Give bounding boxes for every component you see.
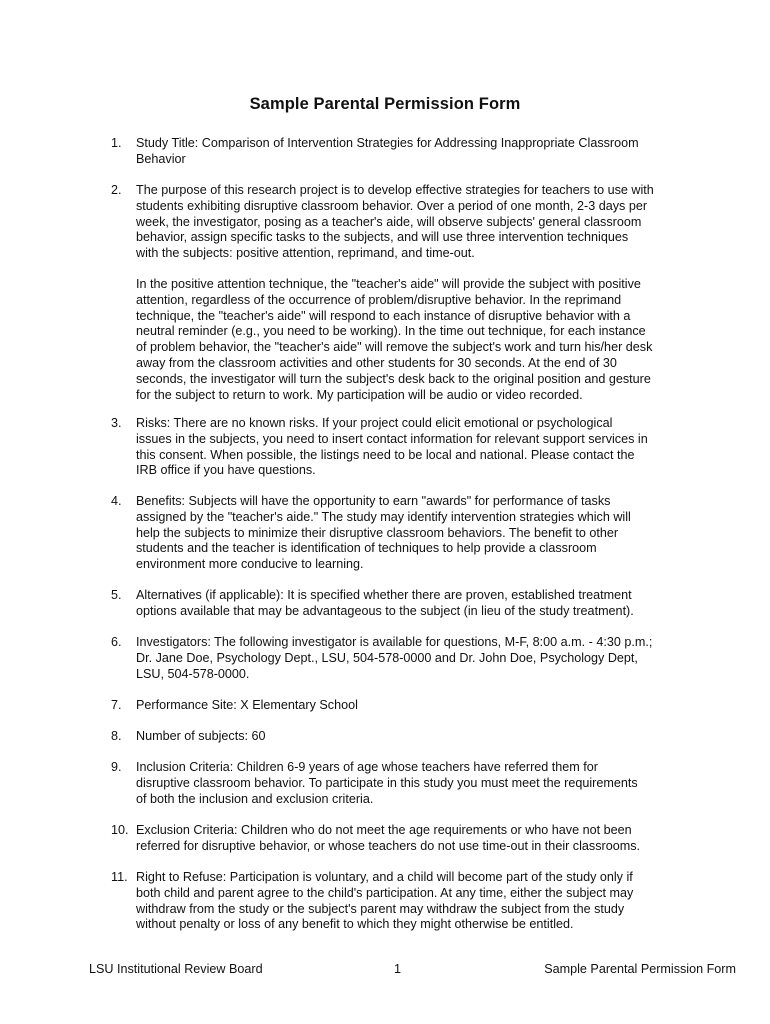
text-line: Number of subjects: 60 — [136, 729, 266, 743]
item-number: 11. — [111, 870, 128, 884]
list-item-7 — [111, 698, 686, 714]
text-line: Inclusion Criteria: Children 6-9 years of age whose teachers have referred them for — [136, 760, 598, 774]
item-text — [136, 823, 686, 855]
list-item-3 — [111, 416, 686, 479]
text-line: Right to Refuse: Participation is voluntary, and a child will become part of the study only if — [136, 870, 633, 884]
text-line: students and the teacher is identification of techniques to help provide a classroom — [136, 541, 597, 556]
item-number: 5. — [111, 588, 122, 602]
item-text — [136, 416, 686, 479]
text-line: Risks: There are no known risks. If your project could elicit emotional or psychological — [136, 416, 613, 430]
text-line: Alternatives (if applicable): It is specified whether there are proven, established treatment — [136, 588, 632, 602]
item-number: 4. — [111, 494, 122, 508]
text-line: help the subjects to minimize their disruptive classroom behaviors. The benefit to other — [136, 525, 619, 540]
text-line: Behavior — [136, 151, 186, 166]
text-line: with the subjects: positive attention, reprimand, and time-out. — [136, 246, 475, 261]
item-number: 8. — [111, 729, 122, 743]
item-text — [136, 698, 686, 714]
text-line: away from the classroom activities and other students for 30 seconds. At the end of 30 — [136, 355, 617, 370]
text-line: for the subject to return to work. My participation will be audio or video recorded. — [136, 387, 583, 402]
text-line: of both the inclusion and exclusion criteria. — [136, 791, 374, 806]
text-line: Performance Site: X Elementary School — [136, 698, 358, 712]
text-line: issues in the subjects, you need to insert contact information for relevant support services in — [136, 431, 648, 446]
text-line: seconds, the investigator will turn the subject's desk back to the original position and gesture — [136, 371, 651, 386]
text-line: this consent. When possible, the listings need to be local and national. Please contact the — [136, 447, 635, 462]
item-paragraph-2 — [136, 277, 686, 403]
text-line: IRB office if you have questions. — [136, 463, 316, 478]
footer-left: LSU Institutional Review Board — [89, 962, 263, 976]
item-number: 10. — [111, 823, 129, 837]
list-item-4 — [111, 494, 686, 573]
item-text — [136, 136, 686, 168]
item-number: 3. — [111, 416, 122, 430]
list-item-2 — [111, 183, 686, 403]
item-text — [136, 729, 686, 745]
list-item-8 — [111, 729, 686, 745]
item-number: 9. — [111, 760, 122, 774]
item-text — [136, 183, 686, 403]
text-line: technique, the "teacher's aide" will respond to each instance of disruptive behavior with a — [136, 308, 631, 323]
text-line: LSU, 504-578-0000. — [136, 666, 250, 681]
text-line: students exhibiting disruptive classroom behavior. Over a period of one month, 2-3 days per — [136, 198, 648, 213]
item-number: 6. — [111, 635, 122, 649]
list-item-1 — [111, 136, 686, 168]
text-line: options available that may be advantageous to the subject (in lieu of the study treatment). — [136, 603, 634, 618]
item-number: 7. — [111, 698, 122, 712]
text-line: Dr. Jane Doe, Psychology Dept., LSU, 504-578-0000 and Dr. John Doe, Psychology Dept, — [136, 650, 638, 665]
text-line: week, the investigator, posing as a teacher's aide, will observe subjects' general classroom — [136, 214, 642, 229]
item-text — [136, 635, 686, 682]
footer-page-number: 1 — [394, 962, 402, 976]
item-text — [136, 870, 686, 933]
text-line: of problem behavior, the "teacher's aide" will remove the subject's work and turn his/her desk — [136, 340, 653, 355]
text-line: referred for disruptive behavior, or whose teachers do not use time-out in their classrooms. — [136, 838, 640, 853]
page-title: Sample Parental Permission Form — [249, 95, 521, 113]
text-line: behavior, assign specific tasks to the subjects, and will use three intervention techniques — [136, 230, 629, 245]
text-line: Study Title: Comparison of Intervention Strategies for Addressing Inappropriate Classroom — [136, 136, 639, 150]
text-line: In the positive attention technique, the "teacher's aide" will provide the subject with positive — [136, 276, 641, 291]
text-line: without penalty or loss of any benefit to which they might otherwise be entitled. — [136, 917, 574, 932]
text-line: Exclusion Criteria: Children who do not meet the age requirements or who have not been — [136, 823, 632, 837]
text-line: environment more conducive to learning. — [136, 557, 364, 572]
list-item-6 — [111, 635, 686, 682]
list-item-5 — [111, 588, 686, 620]
item-text — [136, 494, 686, 573]
footer-right: Sample Parental Permission Form — [544, 962, 736, 976]
text-line: Investigators: The following investigator is available for questions, M-F, 8:00 a.m. - 4:30 p.m.; — [136, 635, 653, 649]
item-number: 1. — [111, 136, 122, 150]
list-item-9 — [111, 760, 686, 807]
item-text — [136, 760, 686, 807]
text-line: Benefits: Subjects will have the opportunity to earn "awards" for performance of tasks — [136, 494, 611, 508]
text-line: withdraw from the study or the subject's parent may withdraw the subject from the study — [136, 901, 625, 916]
text-line: assigned by the "teacher's aide." The study may identify intervention strategies which will — [136, 509, 631, 524]
text-line: attention, regardless of the occurrence of problem/disruptive behavior. In the reprimand — [136, 292, 622, 307]
list-item-10 — [111, 823, 686, 855]
text-line: disruptive classroom behavior. To participate in this study you must meet the requirements — [136, 775, 638, 790]
list-item-11 — [111, 870, 686, 933]
item-number: 2. — [111, 183, 122, 197]
item-text — [136, 588, 686, 620]
text-line: both child and parent agree to the child's participation. At any time, either the subject may — [136, 885, 634, 900]
text-line: neutral reminder (e.g., you need to be working). In the time out technique, for each instance — [136, 324, 646, 339]
text-line: The purpose of this research project is to develop effective strategies for teachers to use with — [136, 183, 654, 197]
